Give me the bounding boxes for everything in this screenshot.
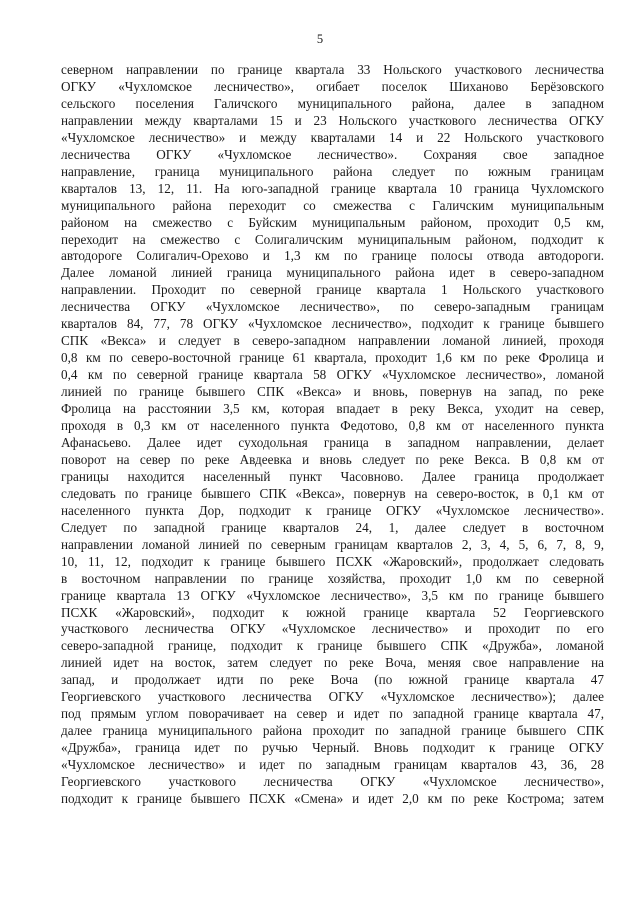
text-line: Далее ломаной линией граница муниципального района идет в северо-западном <box>61 265 604 281</box>
text-line: ПСХК «Жаровский», подходит к южной границе квартала 52 Георгиевского <box>61 604 604 620</box>
text-line: 10, 11, 12, подходит к границе бывшего ПСХК «Жаровский», продолжает следовать <box>61 553 604 569</box>
text-line: Следует по западной границе кварталов 24, 1, далее следует в восточном <box>61 519 604 535</box>
text-line: северном направлении по границе квартала 33 Нольского участкового лесничества <box>61 62 604 77</box>
text-line: направление, граница муниципального района следует по южным границам <box>61 163 604 179</box>
text-line: Георгиевского участкового лесничества ОГКУ «Чухломское лесничество»); далее <box>61 689 604 705</box>
text-line: лесничества ОГКУ «Чухломское лесничество», по северо-западным границам <box>61 299 604 315</box>
text-line: 0,4 км по северной границе квартала 58 ОГКУ «Чухломское лесничество», ломаной <box>61 367 604 383</box>
text-line: границе квартала 13 ОГКУ «Чухломское лесничество», 3,5 км по границе бывшего <box>61 587 604 603</box>
text-line: поворот на север по реке Авдеевка и вновь следует по реке Векса. В 0,8 км от <box>61 451 604 467</box>
text-line: «Чухломское лесничество» и идет по западным границам кварталов 43, 36, 28 <box>61 757 604 773</box>
text-line: Фролица на расстоянии 3,5 км, которая впадает в реку Векса, уходит на север, <box>61 401 604 417</box>
text-line: муниципального района переходит со смежества с Галичским муниципальным <box>61 197 604 213</box>
text-line: направлении. Проходит по северной границе квартала 1 Нольского участкового <box>61 282 604 298</box>
text-line: кварталов 84, 77, 78 ОГКУ «Чухломское лесничество», подходит к границе бывшего <box>61 316 604 332</box>
text-line: под прямым углом поворачивает на север и идет по западной границе квартала 47, <box>61 706 604 722</box>
text-line: автодороге Солигалич-Орехово и 1,3 км по границе полосы отвода автодороги. <box>61 248 604 264</box>
text-line: 0,8 км по северо-восточной границе 61 квартала, проходит 1,6 км по реке Фролица и <box>61 350 604 366</box>
text-line: границы находится населенный пункт Часовново. Далее граница продолжает <box>61 468 604 484</box>
text-line: следовать по границе бывшего СПК «Векса», повернув на северо-восток, в 0,1 км от <box>61 485 604 501</box>
text-line: проходя в 0,3 км от населенного пункта Федотово, 0,8 км от населенного пункта <box>61 418 604 434</box>
text-line: «Чухломское лесничество» и между кварталами 14 и 22 Нольского участкового <box>61 129 604 145</box>
text-line: Георгиевского участкового лесничества ОГКУ «Чухломское лесничество», <box>61 774 604 790</box>
page-number: 5 <box>316 32 324 46</box>
text-line: ОГКУ «Чухломское лесничество», огибает поселок Шиханово Берёзовского <box>61 78 604 94</box>
text-line: участкового лесничества ОГКУ «Чухломское лесничество» и проходит по его <box>61 621 604 637</box>
text-line: линией идет на восток, затем следует по реке Воча, меняя свое направление на <box>61 655 604 671</box>
text-line: направлении ломаной линией по северным границам кварталов 2, 3, 4, 5, 6, 7, 8, 9, <box>61 536 604 552</box>
text-line: направлении между кварталами 15 и 23 Нольского участкового лесничества ОГКУ <box>61 112 604 128</box>
text-line: далее граница муниципального района проходит по западной границе бывшего СПК <box>61 723 604 739</box>
text-line: районом на смежество с Буйским муниципальным районом, проходит 0,5 км, <box>61 214 604 230</box>
text-line: переходит на смежество с Солигаличским муниципальным районом, подходит к <box>61 231 604 247</box>
body-text <box>61 62 604 808</box>
text-line: «Дружба», граница идет по ручью Черный. Вновь подходит к границе ОГКУ <box>61 740 604 756</box>
text-line: северо-западной границе, подходит к границе бывшего СПК «Дружба», ломаной <box>61 638 604 654</box>
text-line: сельского поселения Галичского муниципального района, далее в западном <box>61 95 604 111</box>
text-line: подходит к границе бывшего ПСХК «Смена» и идет 2,0 км по реке Кострома; затем <box>61 790 604 806</box>
text-line: линией по границе бывшего СПК «Векса» и вновь, повернув на запад, по реке <box>61 384 604 400</box>
text-line: Афанасьево. Далее идет суходольная граница в западном направлении, делает <box>61 434 604 450</box>
text-line: запад, и продолжает идти по реке Воча (по южной границе квартала 47 <box>61 672 604 688</box>
text-line: кварталов 13, 12, 11. На юго-западной границе квартала 10 граница Чухломского <box>61 180 604 196</box>
text-line: лесничества ОГКУ «Чухломское лесничество». Сохраняя свое западное <box>61 146 604 162</box>
text-line: в восточном направлении по границе хозяйства, проходит 1,0 км по северной <box>61 570 604 586</box>
text-line: СПК «Векса» и следует в северо-западном направлении ломаной линией, проходя <box>61 333 604 349</box>
text-line: населенного пункта Дор, подходит к границе ОГКУ «Чухломское лесничество». <box>61 502 604 518</box>
